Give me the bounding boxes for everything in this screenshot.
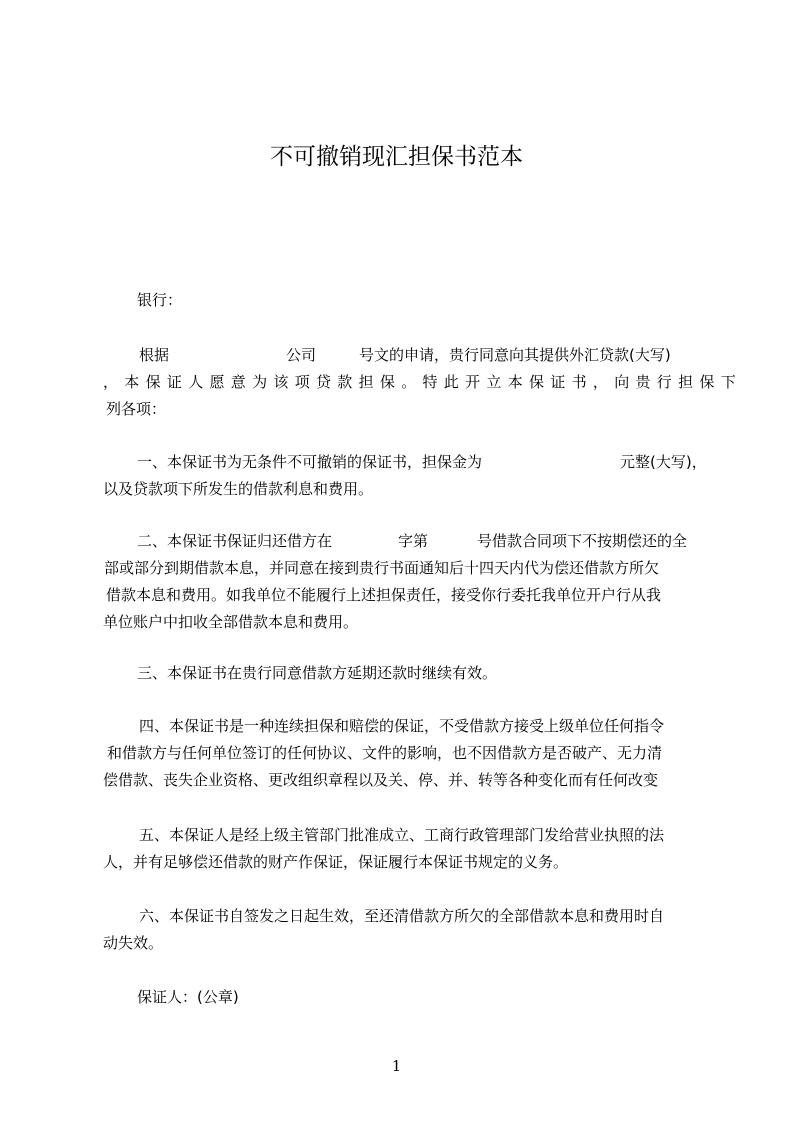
clause-6-line-2: 动失效。 xyxy=(103,934,164,952)
intro-line-2: ，本保证人愿意为该项贷款担保。特此开立本保证书，向贵行担保下 xyxy=(103,373,743,391)
intro-line-1-a: 根据 xyxy=(139,346,170,364)
intro-line-3: 列各项： xyxy=(106,400,167,418)
page-number: 1 xyxy=(391,1057,402,1075)
intro-line-1-b: 公司 xyxy=(286,346,317,364)
clause-4-line-2: 和借款方与任何单位签订的任何协议、文件的影响，也不因借款方是否破产、无力清 xyxy=(107,744,663,762)
clause-1-line-1-a: 一、本保证书为无条件不可撤销的保证书，担保金为 xyxy=(137,453,483,471)
clause-6-line-1: 六、本保证书自签发之日起生效，至还清借款方所欠的全部借款本息和费用时自 xyxy=(139,907,665,925)
clause-1-line-1-b: 元整(大写)， xyxy=(620,453,707,471)
salutation: 银行： xyxy=(137,291,183,309)
clause-2-line-1-a: 二、本保证书保证归还借方在 xyxy=(137,532,333,550)
clause-2-line-1-b: 字第 xyxy=(398,532,429,550)
clause-5-line-1: 五、本保证人是经上级主管部门批准成立、工商行政管理部门发给营业执照的法 xyxy=(139,826,665,844)
clause-1-line-2: 以及贷款项下所发生的借款利息和费用。 xyxy=(103,480,374,498)
clause-2-line-2: 部或部分到期借款本息，并同意在接到贵行书面通知后十四天内代为偿还借款方所欠 xyxy=(104,559,660,577)
clause-5-line-2: 人，并有足够偿还借款的财产作保证，保证履行本保证书规定的义务。 xyxy=(103,853,569,871)
clause-2-line-3: 借款本息和费用。如我单位不能履行上述担保责任，接受你行委托我单位开户行从我 xyxy=(106,586,662,604)
clause-4-line-1: 四、本保证书是一种连续担保和赔偿的保证，不受借款方接受上级单位任何指令 xyxy=(139,717,665,735)
document-title: 不可撤销现汇担保书范本 xyxy=(270,144,523,170)
clause-2-line-1-c: 号借款合同项下不按期偿还的全 xyxy=(477,532,688,550)
clause-4-line-3: 偿借款、丧失企业资格、更改组织章程以及关、停、并、转等各种变化而有任何改变 xyxy=(103,771,659,789)
clause-2-line-4: 单位账户中扣收全部借款本息和费用。 xyxy=(103,613,359,631)
intro-line-1-c: 号文的申请，贵行同意向其提供外汇贷款(大写) xyxy=(359,346,671,364)
guarantor-signature-line: 保证人：(公章) xyxy=(137,988,239,1006)
clause-3-line-1: 三、本保证书在贵行同意借款方延期还款时继续有效。 xyxy=(137,664,498,682)
